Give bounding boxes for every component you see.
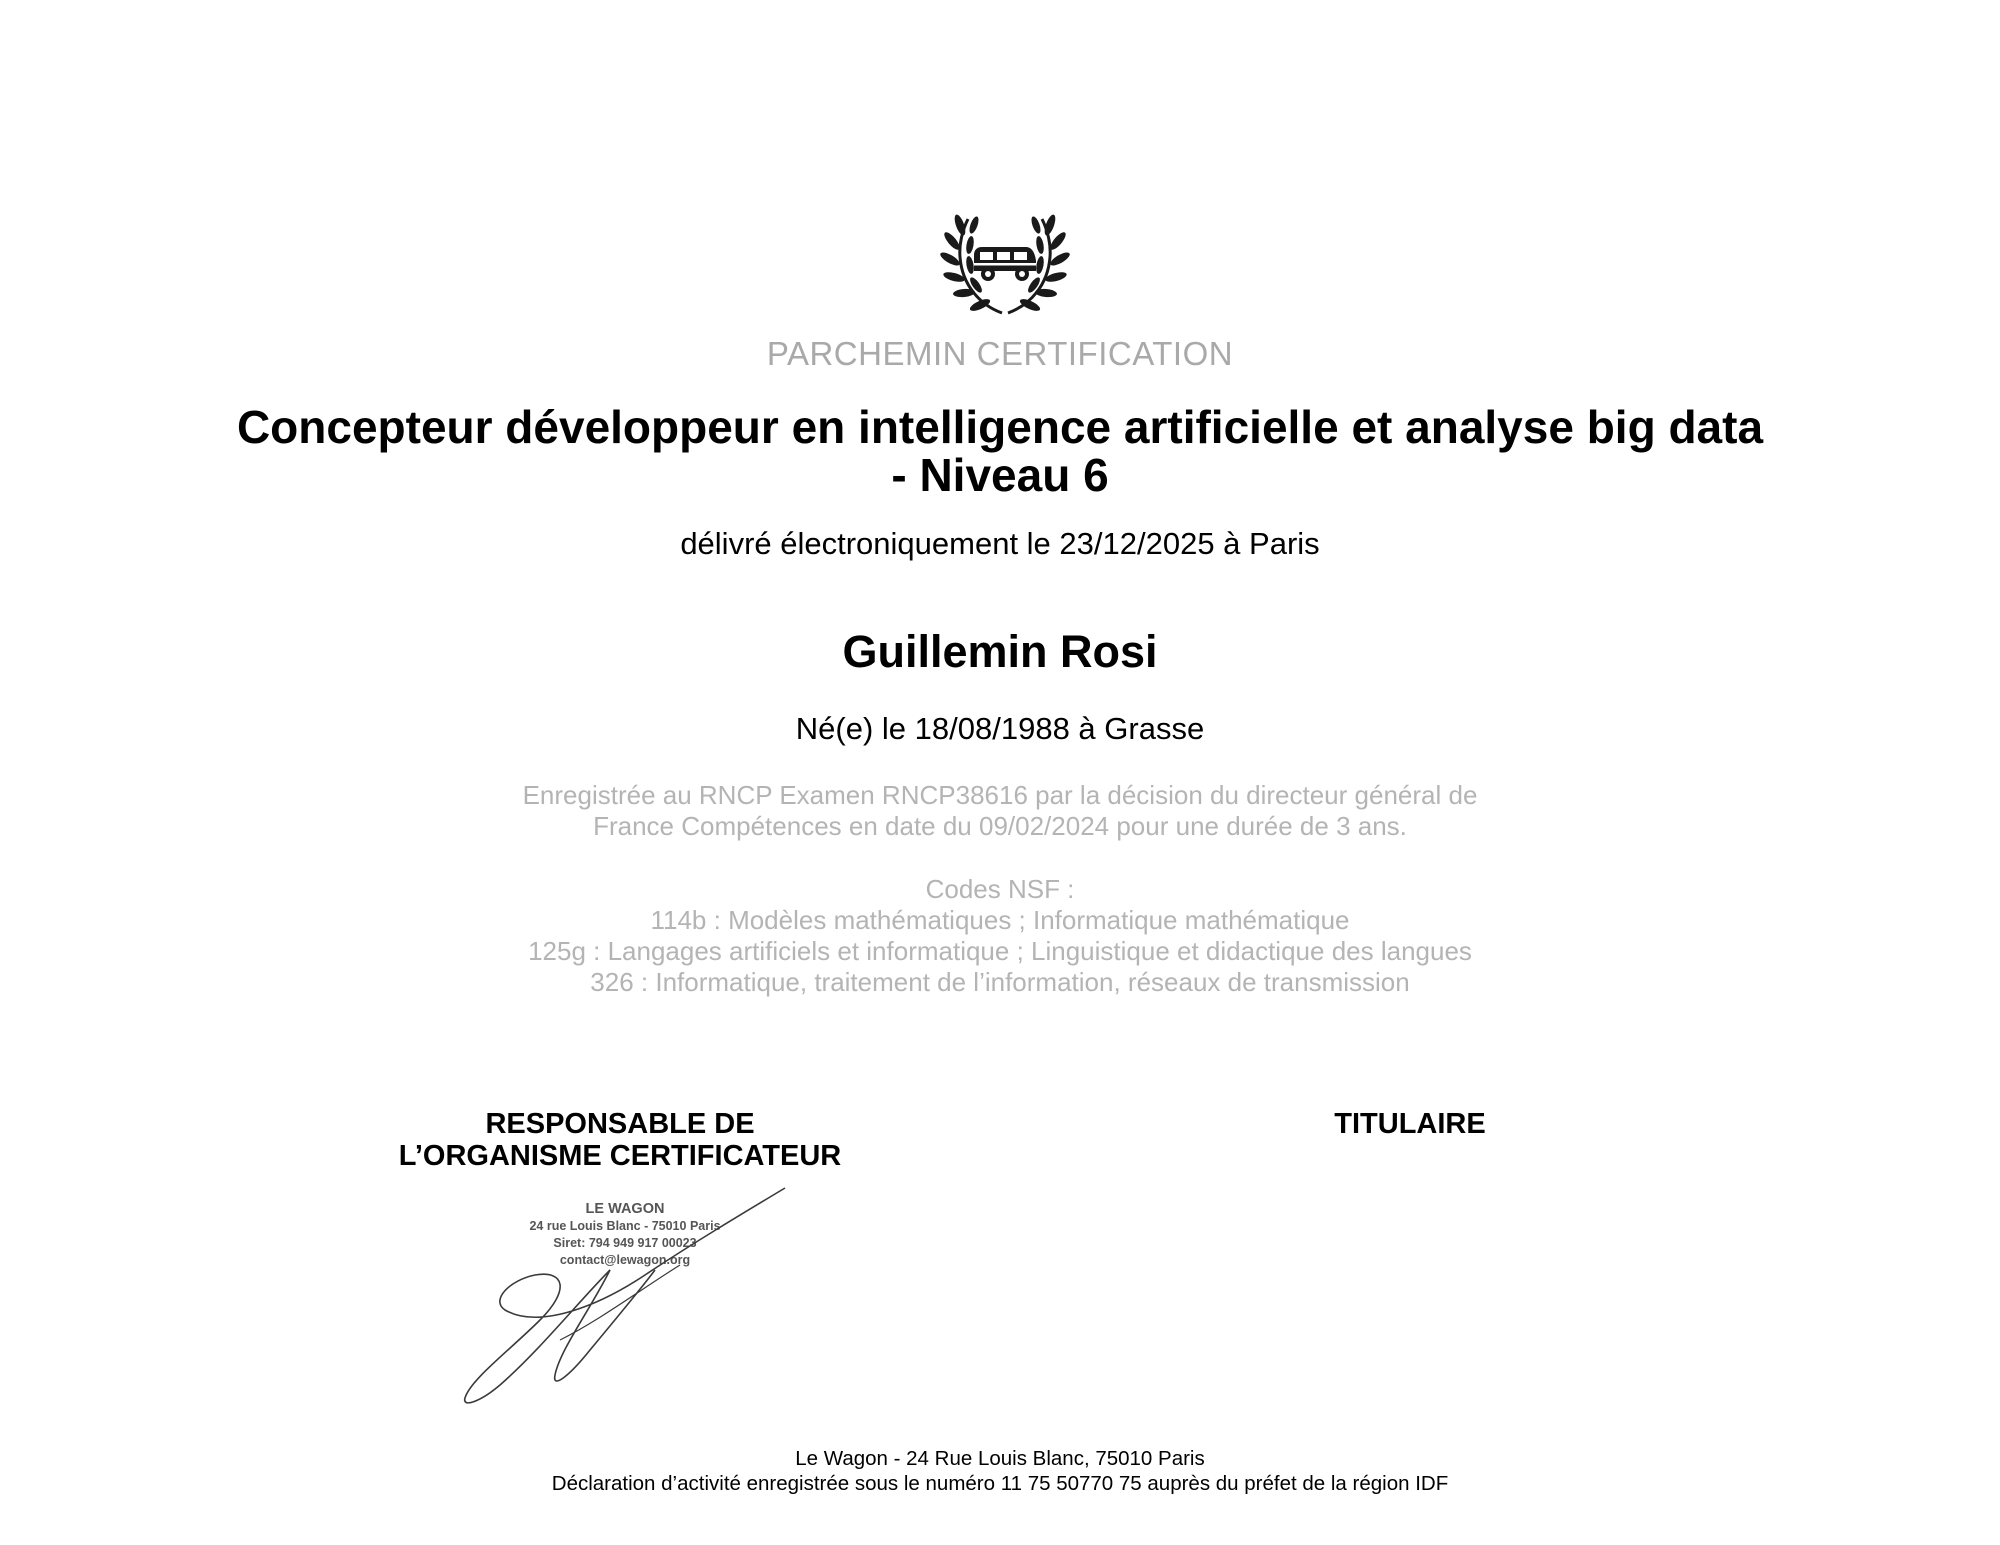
certifier-heading-line1: RESPONSABLE DE [485,1108,755,1140]
registration-line2: France Compétences en date du 09/02/2024 pour une durée de 3 ans. [593,811,1407,841]
registration-statement [0,780,2000,842]
handwritten-signature [440,1170,800,1410]
delivery-statement: délivré électroniquement le 23/12/2025 à Paris [680,526,1320,561]
holder-name: Guillemin Rosi [842,626,1158,677]
laurel-wagon-icon [940,205,1070,320]
footer-declaration: Déclaration d’activité enregistrée sous le numéro 11 75 50770 75 auprès du préfet de la région IDF [551,1472,1449,1495]
nsf-codes [0,874,2000,998]
certificate-title-line2: - Niveau 6 [891,449,1109,501]
certifier-signature-heading [340,1108,900,1172]
holder-signature-heading: TITULAIRE [1334,1108,1486,1140]
certifier-heading-line2: L’ORGANISME CERTIFICATEUR [398,1140,842,1172]
stamp-line: contact@lewagon.org [559,1253,691,1267]
nsf-heading: Codes NSF : [925,874,1075,904]
stamp-line: 24 rue Louis Blanc - 75010 Paris [529,1219,721,1233]
document-label: PARCHEMIN CERTIFICATION [766,335,1234,372]
nsf-code: 125g : Langages artificiels et informatique ; Linguistique et didactique des langues [528,936,1472,966]
holder-birth: Né(e) le 18/08/1988 à Grasse [795,711,1205,746]
footer [0,1446,2000,1496]
registration-line1: Enregistrée au RNCP Examen RNCP38616 par la décision du directeur général de [522,780,1478,810]
stamp-line: Siret: 794 949 917 00023 [553,1236,697,1250]
certificate-title-line1: Concepteur développeur en intelligence artificielle et analyse big data [236,401,1764,453]
footer-address: Le Wagon - 24 Rue Louis Blanc, 75010 Paris [795,1447,1205,1470]
certificate-title [0,403,2000,499]
nsf-code: 114b : Modèles mathématiques ; Informatique mathématique [650,905,1350,935]
stamp-line: LE WAGON [585,1201,665,1217]
nsf-code: 326 : Informatique, traitement de l’information, réseaux de transmission [590,967,1410,997]
